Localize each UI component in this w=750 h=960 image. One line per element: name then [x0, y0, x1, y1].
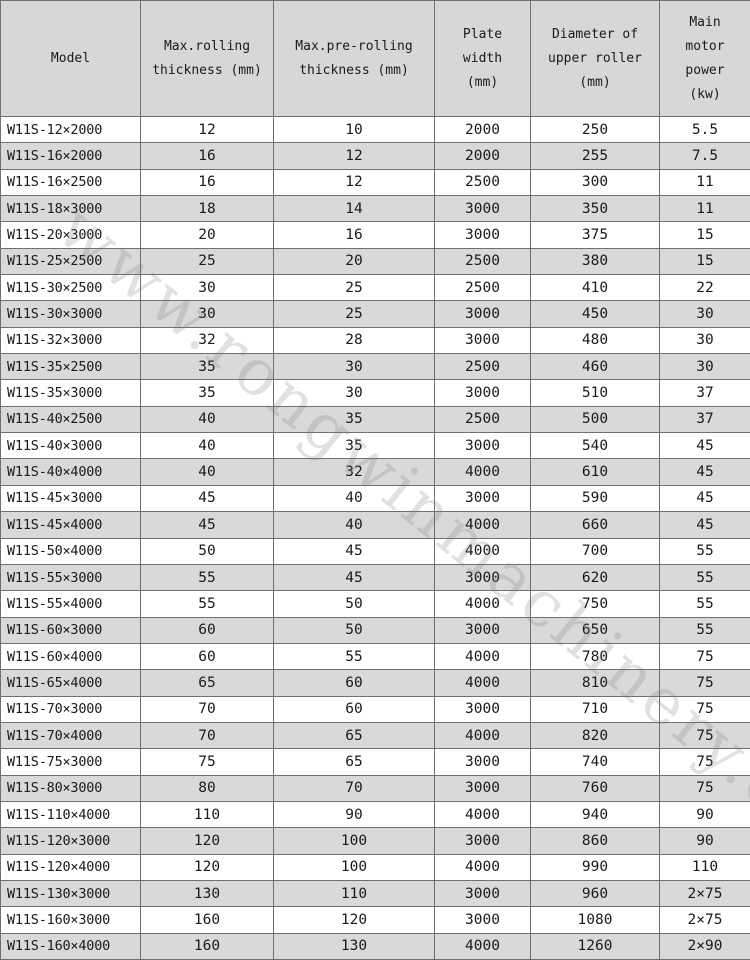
cell-max-rolling-thickness: 45 [141, 485, 274, 511]
cell-plate-width: 2000 [435, 143, 531, 169]
cell-max-rolling-thickness: 16 [141, 169, 274, 195]
cell-max-rolling-thickness: 18 [141, 196, 274, 222]
cell-plate-width: 4000 [435, 670, 531, 696]
cell-model: W11S-110×4000 [1, 801, 141, 827]
table-row [1, 459, 750, 485]
cell-main-motor-power: 55 [660, 538, 750, 564]
cell-max-pre-rolling-thickness: 60 [274, 670, 435, 696]
cell-plate-width: 4000 [435, 512, 531, 538]
cell-upper-roller-diameter: 375 [531, 222, 660, 248]
cell-model: W11S-160×3000 [1, 907, 141, 933]
cell-plate-width: 4000 [435, 854, 531, 880]
cell-main-motor-power: 30 [660, 301, 750, 327]
cell-plate-width: 2500 [435, 248, 531, 274]
table-row [1, 907, 750, 933]
table-row [1, 169, 750, 195]
cell-plate-width: 2500 [435, 275, 531, 301]
table-row [1, 433, 750, 459]
cell-max-pre-rolling-thickness: 28 [274, 327, 435, 353]
cell-model: W11S-25×2500 [1, 248, 141, 274]
cell-main-motor-power: 30 [660, 354, 750, 380]
cell-plate-width: 3000 [435, 196, 531, 222]
header-line: power [685, 62, 725, 78]
cell-model: W11S-35×2500 [1, 354, 141, 380]
cell-max-rolling-thickness: 45 [141, 512, 274, 538]
cell-plate-width: 4000 [435, 459, 531, 485]
cell-max-pre-rolling-thickness: 100 [274, 854, 435, 880]
header-line: Diameter of [551, 26, 639, 42]
cell-max-pre-rolling-thickness: 12 [274, 169, 435, 195]
cell-max-rolling-thickness: 160 [141, 907, 274, 933]
cell-plate-width: 2500 [435, 354, 531, 380]
cell-plate-width: 3000 [435, 564, 531, 590]
cell-main-motor-power: 45 [660, 433, 750, 459]
table-row [1, 749, 750, 775]
cell-model: W11S-50×4000 [1, 538, 141, 564]
cell-main-motor-power: 90 [660, 801, 750, 827]
table-row [1, 722, 750, 748]
cell-max-pre-rolling-thickness: 10 [274, 117, 435, 143]
table-row [1, 222, 750, 248]
header-main-motor-power [660, 1, 750, 117]
table-row [1, 696, 750, 722]
cell-max-pre-rolling-thickness: 25 [274, 275, 435, 301]
cell-upper-roller-diameter: 510 [531, 380, 660, 406]
cell-model: W11S-60×3000 [1, 617, 141, 643]
table-row [1, 406, 750, 432]
cell-max-rolling-thickness: 60 [141, 617, 274, 643]
cell-upper-roller-diameter: 410 [531, 275, 660, 301]
cell-main-motor-power: 30 [660, 327, 750, 353]
cell-upper-roller-diameter: 1080 [531, 907, 660, 933]
cell-model: W11S-120×4000 [1, 854, 141, 880]
table-row [1, 248, 750, 274]
cell-upper-roller-diameter: 350 [531, 196, 660, 222]
header-line: Max.rolling [163, 38, 251, 54]
cell-model: W11S-60×4000 [1, 643, 141, 669]
cell-main-motor-power: 37 [660, 380, 750, 406]
header-line: (mm) [579, 74, 611, 90]
cell-max-pre-rolling-thickness: 35 [274, 406, 435, 432]
cell-main-motor-power: 75 [660, 670, 750, 696]
cell-main-motor-power: 15 [660, 222, 750, 248]
cell-max-rolling-thickness: 110 [141, 801, 274, 827]
table-body [1, 117, 750, 960]
table-row [1, 801, 750, 827]
cell-plate-width: 3000 [435, 617, 531, 643]
table-row [1, 670, 750, 696]
cell-model: W11S-70×3000 [1, 696, 141, 722]
cell-max-pre-rolling-thickness: 12 [274, 143, 435, 169]
cell-max-pre-rolling-thickness: 120 [274, 907, 435, 933]
cell-main-motor-power: 22 [660, 275, 750, 301]
cell-main-motor-power: 75 [660, 696, 750, 722]
cell-max-rolling-thickness: 32 [141, 327, 274, 353]
cell-max-rolling-thickness: 55 [141, 591, 274, 617]
cell-model: W11S-75×3000 [1, 749, 141, 775]
cell-model: W11S-32×3000 [1, 327, 141, 353]
cell-max-pre-rolling-thickness: 32 [274, 459, 435, 485]
cell-max-pre-rolling-thickness: 25 [274, 301, 435, 327]
cell-upper-roller-diameter: 660 [531, 512, 660, 538]
table-row [1, 301, 750, 327]
cell-model: W11S-40×3000 [1, 433, 141, 459]
header-plate-width [435, 1, 531, 117]
cell-main-motor-power: 11 [660, 169, 750, 195]
cell-max-rolling-thickness: 30 [141, 275, 274, 301]
cell-model: W11S-45×3000 [1, 485, 141, 511]
cell-upper-roller-diameter: 740 [531, 749, 660, 775]
cell-main-motor-power: 2×75 [660, 907, 750, 933]
cell-model: W11S-130×3000 [1, 880, 141, 906]
cell-plate-width: 3000 [435, 749, 531, 775]
cell-main-motor-power: 5.5 [660, 117, 750, 143]
cell-max-pre-rolling-thickness: 16 [274, 222, 435, 248]
cell-max-pre-rolling-thickness: 70 [274, 775, 435, 801]
cell-plate-width: 4000 [435, 933, 531, 959]
cell-upper-roller-diameter: 960 [531, 880, 660, 906]
cell-plate-width: 2000 [435, 117, 531, 143]
cell-model: W11S-55×3000 [1, 564, 141, 590]
cell-upper-roller-diameter: 620 [531, 564, 660, 590]
cell-main-motor-power: 75 [660, 722, 750, 748]
cell-model: W11S-12×2000 [1, 117, 141, 143]
cell-plate-width: 3000 [435, 775, 531, 801]
cell-main-motor-power: 55 [660, 591, 750, 617]
cell-upper-roller-diameter: 300 [531, 169, 660, 195]
cell-upper-roller-diameter: 710 [531, 696, 660, 722]
cell-plate-width: 4000 [435, 643, 531, 669]
header-max-pre-rolling-thickness [274, 1, 435, 117]
header-model-line: Model [50, 50, 91, 66]
cell-plate-width: 3000 [435, 880, 531, 906]
cell-max-pre-rolling-thickness: 35 [274, 433, 435, 459]
cell-max-rolling-thickness: 120 [141, 828, 274, 854]
table-row [1, 143, 750, 169]
cell-model: W11S-16×2500 [1, 169, 141, 195]
cell-upper-roller-diameter: 940 [531, 801, 660, 827]
cell-max-rolling-thickness: 40 [141, 459, 274, 485]
header-max-rolling-thickness [141, 1, 274, 117]
table-row [1, 512, 750, 538]
cell-max-rolling-thickness: 70 [141, 722, 274, 748]
cell-main-motor-power: 2×90 [660, 933, 750, 959]
header-row [1, 1, 750, 117]
cell-plate-width: 4000 [435, 591, 531, 617]
cell-upper-roller-diameter: 860 [531, 828, 660, 854]
cell-plate-width: 3000 [435, 222, 531, 248]
cell-upper-roller-diameter: 820 [531, 722, 660, 748]
cell-main-motor-power: 75 [660, 643, 750, 669]
cell-main-motor-power: 55 [660, 564, 750, 590]
table-row [1, 275, 750, 301]
cell-max-pre-rolling-thickness: 20 [274, 248, 435, 274]
table-row [1, 880, 750, 906]
cell-max-rolling-thickness: 40 [141, 406, 274, 432]
cell-upper-roller-diameter: 610 [531, 459, 660, 485]
cell-model: W11S-40×2500 [1, 406, 141, 432]
cell-plate-width: 2500 [435, 169, 531, 195]
cell-upper-roller-diameter: 760 [531, 775, 660, 801]
cell-max-pre-rolling-thickness: 45 [274, 564, 435, 590]
cell-max-pre-rolling-thickness: 40 [274, 512, 435, 538]
cell-model: W11S-65×4000 [1, 670, 141, 696]
cell-main-motor-power: 2×75 [660, 880, 750, 906]
cell-upper-roller-diameter: 540 [531, 433, 660, 459]
cell-plate-width: 3000 [435, 696, 531, 722]
cell-max-pre-rolling-thickness: 50 [274, 617, 435, 643]
cell-plate-width: 4000 [435, 538, 531, 564]
cell-max-pre-rolling-thickness: 45 [274, 538, 435, 564]
cell-main-motor-power: 37 [660, 406, 750, 432]
cell-max-pre-rolling-thickness: 55 [274, 643, 435, 669]
cell-main-motor-power: 75 [660, 775, 750, 801]
cell-model: W11S-45×4000 [1, 512, 141, 538]
cell-max-pre-rolling-thickness: 90 [274, 801, 435, 827]
cell-max-rolling-thickness: 80 [141, 775, 274, 801]
cell-max-pre-rolling-thickness: 14 [274, 196, 435, 222]
cell-upper-roller-diameter: 460 [531, 354, 660, 380]
cell-max-rolling-thickness: 160 [141, 933, 274, 959]
header-line: upper roller [548, 50, 642, 66]
table-row [1, 564, 750, 590]
cell-plate-width: 3000 [435, 301, 531, 327]
cell-max-pre-rolling-thickness: 60 [274, 696, 435, 722]
cell-max-rolling-thickness: 25 [141, 248, 274, 274]
table-row [1, 591, 750, 617]
cell-main-motor-power: 11 [660, 196, 750, 222]
cell-max-pre-rolling-thickness: 130 [274, 933, 435, 959]
table-row [1, 485, 750, 511]
cell-upper-roller-diameter: 650 [531, 617, 660, 643]
cell-model: W11S-30×2500 [1, 275, 141, 301]
cell-max-pre-rolling-thickness: 30 [274, 354, 435, 380]
cell-upper-roller-diameter: 700 [531, 538, 660, 564]
cell-plate-width: 3000 [435, 485, 531, 511]
header-line: Plate [462, 26, 503, 42]
cell-plate-width: 3000 [435, 327, 531, 353]
cell-plate-width: 3000 [435, 433, 531, 459]
header-upper-roller-diameter [531, 1, 660, 117]
cell-max-rolling-thickness: 60 [141, 643, 274, 669]
table-row [1, 327, 750, 353]
cell-upper-roller-diameter: 450 [531, 301, 660, 327]
cell-model: W11S-20×3000 [1, 222, 141, 248]
cell-main-motor-power: 75 [660, 749, 750, 775]
cell-upper-roller-diameter: 500 [531, 406, 660, 432]
cell-max-rolling-thickness: 35 [141, 380, 274, 406]
cell-main-motor-power: 45 [660, 512, 750, 538]
cell-max-rolling-thickness: 55 [141, 564, 274, 590]
cell-main-motor-power: 15 [660, 248, 750, 274]
cell-upper-roller-diameter: 780 [531, 643, 660, 669]
header-line: motor [685, 38, 725, 54]
header-line: thickness (mm) [299, 62, 409, 78]
cell-max-rolling-thickness: 120 [141, 854, 274, 880]
cell-plate-width: 2500 [435, 406, 531, 432]
cell-main-motor-power: 90 [660, 828, 750, 854]
cell-max-rolling-thickness: 40 [141, 433, 274, 459]
table-row [1, 354, 750, 380]
cell-max-pre-rolling-thickness: 65 [274, 749, 435, 775]
cell-max-rolling-thickness: 50 [141, 538, 274, 564]
cell-plate-width: 3000 [435, 907, 531, 933]
cell-main-motor-power: 110 [660, 854, 750, 880]
table-row [1, 117, 750, 143]
table-row [1, 828, 750, 854]
cell-upper-roller-diameter: 255 [531, 143, 660, 169]
header-model [1, 1, 141, 117]
cell-max-pre-rolling-thickness: 100 [274, 828, 435, 854]
table-row [1, 380, 750, 406]
cell-max-rolling-thickness: 130 [141, 880, 274, 906]
cell-model: W11S-160×4000 [1, 933, 141, 959]
cell-max-rolling-thickness: 70 [141, 696, 274, 722]
cell-upper-roller-diameter: 1260 [531, 933, 660, 959]
cell-plate-width: 4000 [435, 722, 531, 748]
cell-upper-roller-diameter: 590 [531, 485, 660, 511]
header-line: (mm) [466, 74, 499, 90]
cell-max-pre-rolling-thickness: 110 [274, 880, 435, 906]
cell-model: W11S-40×4000 [1, 459, 141, 485]
cell-upper-roller-diameter: 380 [531, 248, 660, 274]
cell-max-pre-rolling-thickness: 50 [274, 591, 435, 617]
cell-model: W11S-18×3000 [1, 196, 141, 222]
cell-upper-roller-diameter: 990 [531, 854, 660, 880]
cell-model: W11S-30×3000 [1, 301, 141, 327]
cell-max-rolling-thickness: 30 [141, 301, 274, 327]
cell-upper-roller-diameter: 750 [531, 591, 660, 617]
cell-upper-roller-diameter: 250 [531, 117, 660, 143]
header-line: width [462, 50, 503, 66]
cell-model: W11S-80×3000 [1, 775, 141, 801]
cell-max-rolling-thickness: 16 [141, 143, 274, 169]
table-row [1, 196, 750, 222]
cell-upper-roller-diameter: 480 [531, 327, 660, 353]
cell-max-pre-rolling-thickness: 30 [274, 380, 435, 406]
header-line: thickness (mm) [152, 62, 262, 78]
header-line: Max.pre-rolling [295, 38, 413, 54]
cell-main-motor-power: 55 [660, 617, 750, 643]
cell-plate-width: 3000 [435, 828, 531, 854]
cell-max-rolling-thickness: 75 [141, 749, 274, 775]
header-line: Main [689, 14, 721, 30]
cell-max-rolling-thickness: 65 [141, 670, 274, 696]
table-row [1, 933, 750, 959]
table-row [1, 643, 750, 669]
table-row [1, 538, 750, 564]
cell-max-pre-rolling-thickness: 65 [274, 722, 435, 748]
table-row [1, 617, 750, 643]
cell-plate-width: 3000 [435, 380, 531, 406]
cell-upper-roller-diameter: 810 [531, 670, 660, 696]
cell-main-motor-power: 45 [660, 459, 750, 485]
cell-model: W11S-70×4000 [1, 722, 141, 748]
cell-max-pre-rolling-thickness: 40 [274, 485, 435, 511]
cell-plate-width: 4000 [435, 801, 531, 827]
cell-max-rolling-thickness: 12 [141, 117, 274, 143]
cell-main-motor-power: 45 [660, 485, 750, 511]
header-line: (kw) [689, 86, 721, 102]
cell-model: W11S-35×3000 [1, 380, 141, 406]
cell-model: W11S-16×2000 [1, 143, 141, 169]
table-row [1, 854, 750, 880]
cell-max-rolling-thickness: 35 [141, 354, 274, 380]
cell-max-rolling-thickness: 20 [141, 222, 274, 248]
cell-model: W11S-55×4000 [1, 591, 141, 617]
table-row [1, 775, 750, 801]
cell-main-motor-power: 7.5 [660, 143, 750, 169]
cell-model: W11S-120×3000 [1, 828, 141, 854]
